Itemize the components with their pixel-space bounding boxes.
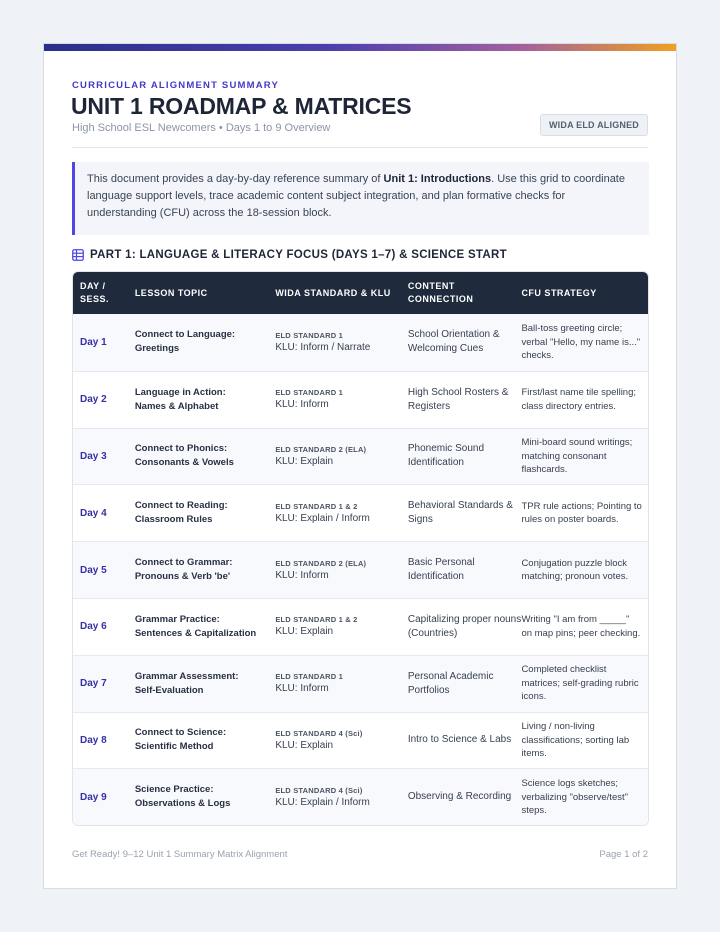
table-row: [73, 428, 648, 485]
day-cell: Day 9: [80, 791, 107, 803]
topic-line1: Connect to Language:: [134, 329, 236, 341]
section-heading: [72, 249, 507, 261]
standard-label: ELD STANDARD 1: [275, 672, 343, 682]
day-cell: Day 7: [80, 678, 107, 690]
header-content-line2: CONNECTION: [407, 294, 474, 304]
content-cell: Intro to Science & Labs: [407, 734, 512, 746]
day-cell: Day 4: [80, 507, 107, 519]
day-cell: Day 1: [80, 336, 107, 348]
content-cell: Behavioral Standards & Signs: [407, 500, 513, 526]
cfu-cell: Conjugation puzzle block matching; pronoun votes.: [521, 557, 629, 583]
standard-cell: [275, 501, 408, 526]
cfu-cell: Writing "I am from _____" on map pins; peer checking.: [521, 614, 641, 639]
standard-cell: [275, 785, 408, 810]
klu-label: KLU: Inform: [275, 569, 329, 581]
klu-label: KLU: Explain: [275, 739, 334, 751]
header-topic: LESSON TOPIC: [134, 288, 208, 298]
topic-cell: [135, 442, 276, 470]
standard-label: ELD STANDARD 1: [275, 388, 343, 398]
klu-label: KLU: Inform: [275, 683, 329, 695]
intro-text-after: . Use this grid to coordinate language support levels, trace academic content subject integration, and plan formative checks for understanding (CFU) across the 18-session block.: [87, 173, 625, 219]
cfu-cell: Ball-toss greeting circle; verbal "Hello, my name is..." checks.: [521, 323, 641, 362]
content-cell: Phonemic Sound Identification: [407, 443, 485, 469]
table-row: [73, 598, 648, 655]
intro-callout: [72, 162, 649, 235]
standard-label: ELD STANDARD 4 (Sci): [275, 728, 363, 738]
topic-line1: Language in Action:: [134, 386, 226, 398]
topic-cell: [135, 328, 276, 356]
topic-line2: Greetings: [134, 343, 180, 355]
standard-cell: [275, 614, 408, 639]
intro-text-before: This document provides a day-by-day reference summary of: [87, 173, 384, 185]
topic-line1: Connect to Science:: [134, 727, 227, 739]
standard-label: ELD STANDARD 2 (ELA): [275, 558, 367, 568]
table-row: [73, 484, 648, 541]
standard-label: ELD STANDARD 1 & 2: [275, 501, 358, 511]
cfu-cell: First/last name tile spelling; class directory entries.: [521, 387, 637, 412]
topic-line1: Science Practice:: [134, 784, 214, 796]
topic-line1: Grammar Assessment:: [134, 670, 239, 682]
standard-cell: [275, 728, 408, 753]
intro-text-bold: Unit 1: Introductions: [383, 173, 492, 185]
header-divider: [72, 147, 648, 148]
accent-bar: [44, 44, 676, 51]
cfu-cell: TPR rule actions; Pointing to rules on poster boards.: [521, 500, 642, 526]
topic-cell: [135, 726, 276, 754]
content-cell: Capitalizing proper nouns (Countries): [407, 613, 522, 639]
content-cell: School Orientation & Welcoming Cues: [407, 329, 500, 355]
content-cell: Basic Personal Identification: [407, 557, 475, 583]
standard-cell: [275, 387, 408, 412]
standard-cell: [275, 330, 408, 355]
table-row: [73, 768, 648, 825]
cfu-cell: Completed checklist matrices; self-grading rubric icons.: [521, 664, 639, 703]
day-cell: Day 5: [80, 564, 107, 576]
table-row: [73, 712, 648, 769]
topic-line2: Sentences & Capitalization: [134, 627, 257, 639]
cfu-cell: Science logs sketches; verbalizing "observe/test" steps.: [521, 778, 628, 817]
klu-label: KLU: Inform / Narrate: [275, 341, 371, 353]
table-body: [73, 314, 648, 825]
topic-line2: Consonants & Vowels: [134, 457, 234, 469]
topic-cell: [135, 783, 276, 811]
topic-cell: [135, 556, 276, 584]
standard-cell: [275, 671, 408, 696]
klu-label: KLU: Explain: [275, 626, 334, 638]
document-subtitle: High School ESL Newcomers • Days 1 to 9 Overview: [72, 122, 331, 134]
topic-line2: Names & Alphabet: [134, 400, 219, 412]
table-row: [73, 314, 648, 371]
day-cell: Day 2: [80, 394, 107, 406]
header-standard: WIDA STANDARD & KLU: [275, 288, 391, 298]
topic-cell: [135, 499, 276, 527]
header-day-line2: SESS.: [80, 294, 110, 304]
content-cell: Observing & Recording: [407, 791, 512, 803]
cfu-cell: Mini-board sound writings; matching consonant flashcards.: [521, 437, 633, 476]
day-cell: Day 8: [80, 734, 107, 746]
section-title: PART 1: LANGUAGE & LITERACY FOCUS (DAYS 1–7) & SCIENCE START: [90, 249, 507, 261]
topic-cell: [135, 670, 276, 698]
topic-line1: Connect to Phonics:: [134, 443, 228, 455]
topic-line2: Observations & Logs: [134, 798, 231, 810]
day-cell: Day 3: [80, 450, 107, 462]
table-row: [73, 655, 648, 712]
topic-cell: [135, 386, 276, 414]
document-title: UNIT 1 ROADMAP & MATRICES: [71, 93, 412, 119]
content-cell: Personal Academic Portfolios: [407, 670, 494, 696]
header-day-line1: DAY /: [80, 281, 106, 291]
klu-label: KLU: Inform: [275, 399, 329, 411]
table-row: [73, 371, 648, 428]
roadmap-table: [72, 271, 649, 826]
day-cell: Day 6: [80, 621, 107, 633]
standard-label: ELD STANDARD 1 & 2: [275, 615, 358, 625]
klu-label: KLU: Explain: [275, 455, 334, 467]
document-page: [43, 43, 677, 889]
klu-label: KLU: Explain / Inform: [275, 796, 370, 808]
klu-label: KLU: Explain / Inform: [275, 512, 370, 524]
alignment-badge: WIDA ELD ALIGNED: [540, 114, 648, 136]
table-icon: [72, 249, 84, 261]
page-number: Page 1 of 2: [599, 849, 648, 860]
header-cfu: CFU STRATEGY: [521, 288, 597, 298]
topic-line1: Grammar Practice:: [134, 613, 220, 625]
topic-line1: Connect to Reading:: [134, 500, 228, 512]
standard-cell: [275, 558, 408, 583]
topic-line2: Classroom Rules: [134, 514, 213, 526]
content-cell: High School Rosters & Registers: [407, 386, 509, 412]
header-content-line1: CONTENT: [407, 281, 455, 291]
topic-line2: Self-Evaluation: [134, 684, 204, 696]
standard-label: ELD STANDARD 2 (ELA): [275, 444, 367, 454]
footer-title: Get Ready! 9–12 Unit 1 Summary Matrix Alignment: [72, 849, 288, 860]
header-day: [73, 280, 135, 306]
cfu-cell: Living / non-living classifications; sorting lab items.: [521, 721, 630, 760]
table-header: [73, 272, 648, 314]
standard-label: ELD STANDARD 1: [275, 330, 343, 340]
topic-line1: Connect to Grammar:: [134, 557, 233, 569]
header-content: [408, 280, 522, 306]
table-row: [73, 541, 648, 598]
topic-line2: Scientific Method: [134, 741, 214, 753]
document-kicker: CURRICULAR ALIGNMENT SUMMARY: [72, 80, 280, 91]
topic-line2: Pronouns & Verb 'be': [134, 571, 231, 583]
standard-cell: [275, 444, 408, 469]
topic-cell: [135, 613, 276, 641]
standard-label: ELD STANDARD 4 (Sci): [275, 785, 363, 795]
